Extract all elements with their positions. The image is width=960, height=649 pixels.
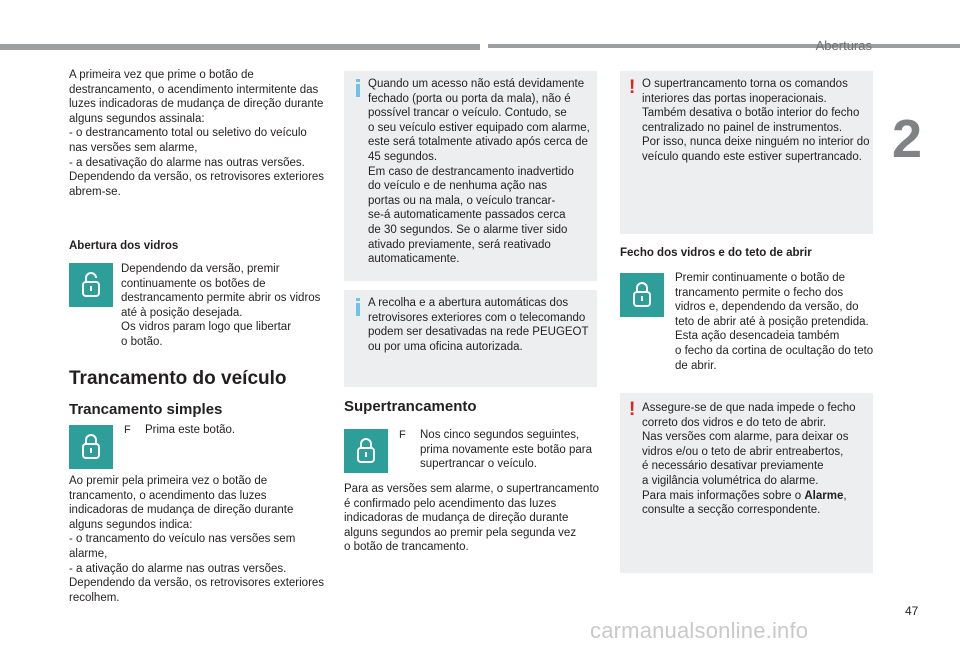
warning-icon: !: [629, 77, 636, 98]
warning-deadlock-text: O supertrancamento torna os comandos interiores das portas inoperacionais. Também desativa o botão interior do fecho centralizado no painel de instrumentos. Por isso, nunca deixe ninguém no interior do veículo quando este estiver supertrancado.: [642, 78, 870, 163]
windows-close-heading: Fecho dos vidros e do teto de abrir: [620, 247, 812, 259]
windows-close-text: Premir continuamente o botão de trancamento permite o fecho dos vidros e, dependendo da versão, do teto de abrir até à posição pretendida. Esta ação desencadeia também o fecho da cortina de ocultação do teto de abrir.: [675, 272, 874, 372]
info-locking-text: Quando um acesso não está devidamente fechado (porta ou porta da mala), não é possível trancar o veículo. Contudo, se o seu veículo estiver equipado com alarme, este será totalmente ativado após cerca de 45 segundos. Em caso de destrancamento inadvertido do veículo e de nenhuma ação nas portas ou na mala, o veículo trancar- se-á automaticamente passados cerca de 30 segundos. Se o alarme tiver sido ativado previamente, será reativado automaticamente.: [368, 78, 590, 266]
info-mirrors-text: A recolha e a abertura automáticas dos retrovisores exteriores com o telecomando podem ser desativadas na rede PEUGEOT ou por uma oficina autorizada.: [368, 297, 589, 353]
warning-icon: !: [629, 399, 636, 420]
info-box-locking: [344, 71, 597, 281]
page-number: 47: [905, 604, 919, 618]
info-icon: [356, 79, 360, 97]
info-box-mirrors: [344, 290, 597, 387]
lock-button-icon: [344, 429, 388, 473]
simple-lock-text: Ao premir pela primeira vez o botão de trancamento, o acendimento das luzes indicadoras de mudança de direção durante alguns segundos indica: - o trancamento do veículo nas versões sem alarme, - a ativação do alarme nas outras versões. Dependendo da versão, os retrovisores exteriores recolhem.: [69, 475, 325, 604]
simple-lock-step: Prima este botão.: [145, 424, 236, 436]
step-bullet: F: [124, 424, 131, 436]
warning-windows-text-end: , consulte a secção correspondente.: [642, 489, 847, 517]
info-icon: [356, 298, 360, 316]
windows-open-text: Dependendo da versão, premir continuamente os botões de destrancamento permite abrir os vidros até à posição desejada. Os vidros param logo que libertar o botão.: [121, 263, 321, 348]
lock-section-title: Trancamento do veículo: [69, 368, 287, 389]
warning-box-windows: [620, 393, 873, 573]
simple-lock-title: Trancamento simples: [69, 401, 223, 418]
lock-button-icon: [69, 425, 113, 469]
alarm-reference: Alarme: [804, 489, 844, 502]
deadlock-title: Supertrancamento: [344, 398, 477, 415]
windows-open-heading: Abertura dos vidros: [69, 240, 179, 252]
section-title: Aberturas: [815, 38, 872, 53]
deadlock-text: Para as versões sem alarme, o supertrancamento é confirmado pelo acendimento das luzes indicadoras de mudança de direção durante alguns segundos ao premir pela segunda vez o botão de trancamento.: [344, 483, 600, 554]
chapter-number: 2: [892, 109, 923, 169]
warning-box-deadlock: [620, 71, 873, 234]
unlock-button-icon: [69, 263, 113, 307]
watermark: carmanualsonline.info: [590, 618, 809, 643]
warning-windows-text: [642, 401, 870, 518]
header-rule-long: [0, 44, 480, 50]
header-rule-short: [488, 44, 960, 48]
warning-windows-text-start: Assegure-se de que nada impede o fecho correto dos vidros e do teto de abrir. Nas versões com alarme, para deixar os vidros e/ou o teto de abrir entreabertos, é necessário desativar previamente a vigilância volumétrica do alarme. Para mais informações sobre o: [642, 402, 856, 502]
deadlock-step: Nos cinco segundos seguintes, prima novamente este botão para supertrancar o veículo.: [420, 429, 592, 471]
unlock-intro-text: A primeira vez que prime o botão de destrancamento, o acendimento intermitente das luzes indicadoras de mudança de direção durante alguns segundos assinala: - o destrancamento total ou seletivo do veículo nas versões sem alarme, - a desativação do alarme nas outras versões. Dependendo da versão, os retrovisores exteriores abrem-se.: [69, 69, 325, 198]
lock-button-icon: [620, 273, 664, 317]
step-bullet: F: [399, 429, 406, 441]
